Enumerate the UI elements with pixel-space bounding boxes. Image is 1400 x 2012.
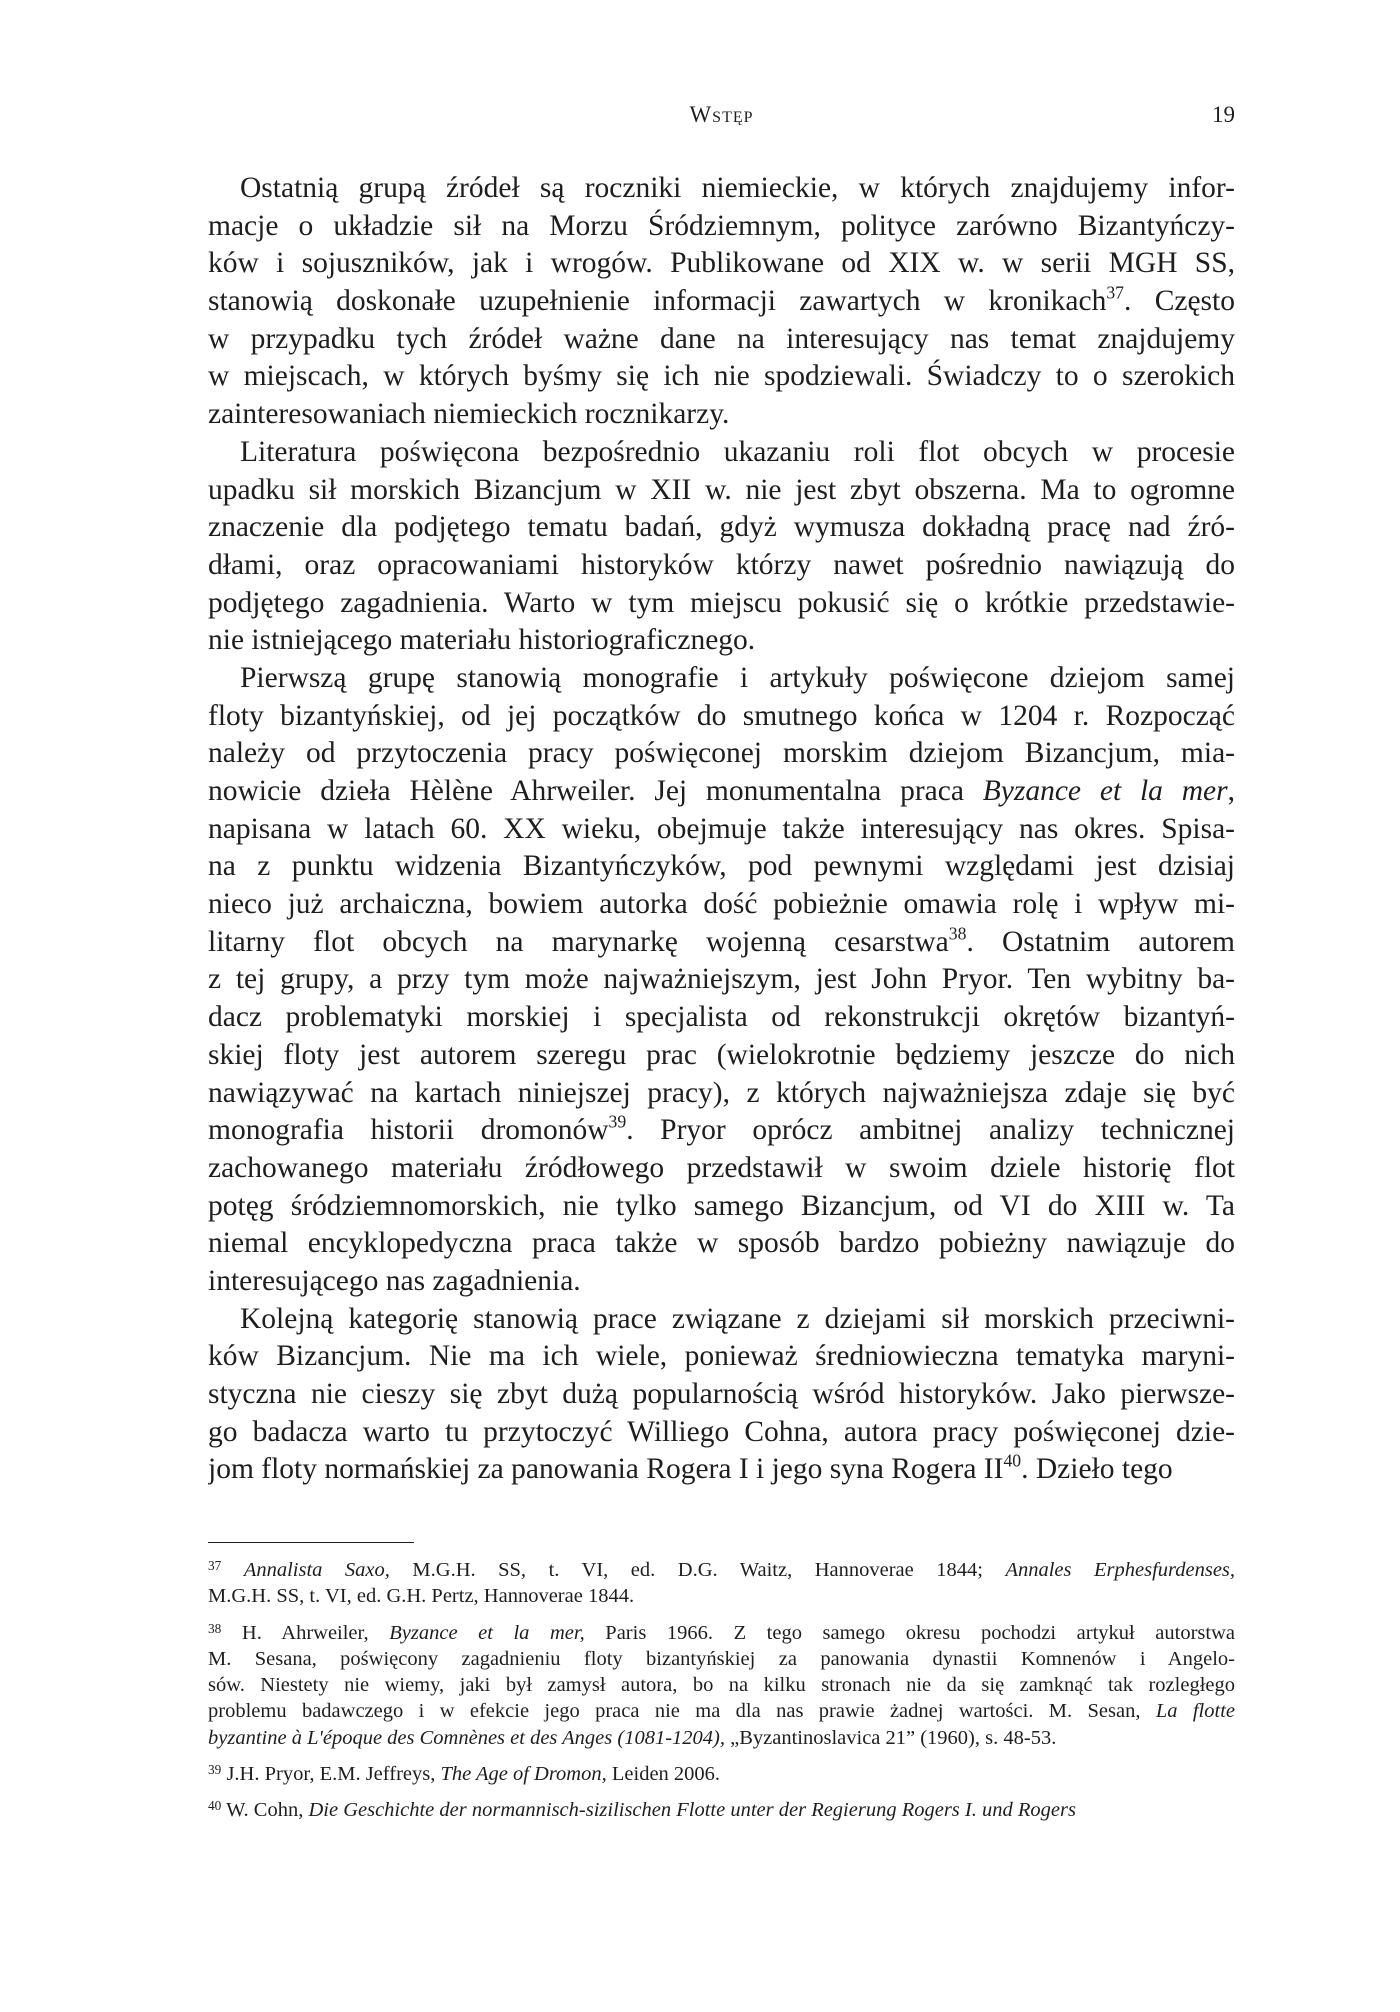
text-line: ków i sojuszników, jak i wrogów. Publikowane od XIX w. w serii MGH SS,: [208, 247, 1235, 280]
main-text: [208, 170, 1235, 1489]
italic-title: Annalista Saxo,: [243, 1559, 390, 1581]
text-line: dacz problematyki morskiej i specjalista od rekonstrukcji okrętów bizantyń-: [208, 1001, 1235, 1034]
footnote-separator: [208, 1542, 414, 1543]
footnote-line: $^{40}$ W. Cohn, Die Geschichte der normannisch-sizilischen Flotte unter der Regierung Rogers I. und Rogers: [208, 1798, 1076, 1822]
text-line: nie istniejącego materiału historiograficznego.: [208, 624, 756, 657]
paragraph: [208, 1301, 1235, 1489]
text-line: monografia historii dromonów$^{39}$. Pryor oprócz ambitnej analizy technicznej: [208, 1112, 1235, 1147]
text-line: należy od przytoczenia pracy poświęconej morskim dziejom Bizancjum, mia-: [208, 737, 1235, 770]
paragraph: [208, 660, 1235, 1301]
footnote-line: M. Sesana, poświęcony zagadnieniu floty bizantyńskiej za panowania dynastii Komnenów i Angelo-: [208, 1647, 1235, 1670]
text-line: zainteresowaniach niemieckich rocznikarzy.: [208, 398, 730, 431]
text-line: nawiązywać na kartach niniejszej pracy), z których najważniejsza zdaje się być: [208, 1076, 1235, 1109]
footnote-line: byzantine à L'époque des Comnènes et des Anges (1081-1204), „Byzantinoslavica 21” (1960), s. 48-53.: [208, 1726, 1057, 1749]
paragraph: [208, 170, 1235, 434]
footnote-line: $^{39}$ J.H. Pryor, E.M. Jeffreys, The Age of Dromon, Leiden 2006.: [208, 1762, 721, 1786]
footnote: [208, 1761, 1235, 1787]
text-line: w miejscach, w których byśmy się ich nie spodziewali. Świadczy to o szerokich: [208, 360, 1235, 393]
text-line: zachowanego materiału źródłowego przedstawił w swoim dziele historię flot: [208, 1151, 1235, 1184]
footnote-reference: 39: [608, 1112, 627, 1132]
footnote-reference: 37: [1106, 283, 1125, 303]
text-line: z tej grupy, a przy tym może najważniejszym, jest John Pryor. Ten wybitny ba-: [208, 963, 1235, 996]
italic-title: byzantine à L'époque des Comnènes et des Anges (1081-1204),: [208, 1726, 725, 1749]
footnote: [208, 1620, 1235, 1751]
text-line: znaczenie dla podjętego tematu badań, gdyż wymusza dokładną pracę nad źró-: [208, 511, 1235, 544]
footnote-line: $^{38}$ H. Ahrweiler, Byzance et la mer, Paris 1966. Z tego samego okresu pochodzi artykuł autorstwa: [208, 1620, 1235, 1644]
text-line: podjętego zagadnienia. Warto w tym miejscu pokusić się o krótkie przedstawie-: [208, 586, 1235, 619]
text-line: dłami, oraz opracowaniami historyków którzy nawet pośrednio nawiązują do: [208, 548, 1235, 581]
text-line: nieco już archaiczna, bowiem autorka dość pobieżnie omawia rolę i wpływ mi-: [208, 888, 1235, 921]
text-line: jom floty normańskiej za panowania Rogera I i jego syna Rogera II$^{40}$. Dzieło tego: [208, 1451, 1173, 1486]
text-line: skiej floty jest autorem szeregu prac (wielokrotnie będziemy jeszcze do nich: [208, 1038, 1235, 1071]
text-line: na z punktu widzenia Bizantyńczyków, pod pewnymi względami jest dzisiaj: [208, 850, 1235, 883]
italic-title: Die Geschichte der normannisch-sizilischen Flotte unter der Regierung Rogers I. und Rogers: [308, 1799, 1076, 1822]
footnote-number: 39: [208, 1762, 222, 1778]
text-line: go badacza warto tu przytoczyć Williego Cohna, autora pracy poświęconej dzie-: [208, 1415, 1235, 1448]
text-line: potęg śródziemnomorskich, nie tylko samego Bizancjum, od VI do XIII w. Ta: [208, 1189, 1235, 1222]
footnote-number: 37: [208, 1558, 222, 1574]
text-line: Ostatnią grupą źródeł są roczniki niemieckie, w których znajdujemy infor-: [240, 172, 1235, 204]
footnote: [208, 1797, 1235, 1823]
text-line: nowicie dzieła Hèlène Ahrweiler. Jej monumentalna praca Byzance et la mer,: [208, 775, 1235, 807]
footnote-reference: 38: [948, 923, 967, 944]
text-line: niemal encyklopedyczna praca także w sposób bardzo pobieżny nawiązuje do: [208, 1227, 1235, 1260]
text-line: upadku sił morskich Bizancjum w XII w. nie jest zbyt obszerna. Ma to ogromne: [208, 473, 1235, 506]
text-line: macje o układzie sił na Morzu Śródziemnym, polityce zarówno Bizantyńczy-: [208, 209, 1235, 242]
text-line: Pierwszą grupę stanowią monografie i artykuły poświęcone dziejom samej: [240, 661, 1235, 694]
footnote-number: 38: [208, 1620, 222, 1636]
italic-title: The Age of Dromon,: [440, 1763, 607, 1786]
italic-title: Annales Erphesfurdenses,: [1005, 1559, 1235, 1581]
text-line: styczna nie cieszy się zbyt dużą popularnością wśród historyków. Jako pierwsze-: [208, 1378, 1235, 1410]
page-number: 19: [1212, 102, 1235, 127]
footnote: [208, 1557, 1235, 1610]
text-line: ków Bizancjum. Nie ma ich wiele, ponieważ średniowieczna tematyka maryni-: [208, 1340, 1235, 1373]
footnote-reference: 40: [1003, 1451, 1022, 1471]
italic-title: La flotte: [1155, 1700, 1235, 1723]
paragraph: [208, 434, 1235, 660]
footnotes: [208, 1557, 1235, 1834]
footnote-line: sów. Niestety nie wiemy, jaki był zamysł autora, bo na kilku stronach nie da się zamknąć tak rozległego: [208, 1674, 1235, 1697]
footnote-line: problemu badawczego i w efekcie jego praca nie ma dla nas prawie żadnej wartości. M. Sesan, La flotte: [208, 1700, 1235, 1723]
text-line: floty bizantyńskiej, od jej początków do smutnego końca w 1204 r. Rozpocząć: [208, 699, 1235, 732]
text-line: w przypadku tych źródeł ważne dane na interesujący nas temat znajdujemy: [208, 322, 1235, 355]
italic-title: Byzance et la mer: [982, 775, 1228, 807]
footnote-line: $^{37}$ Annalista Saxo, M.G.H. SS, t. VI, ed. D.G. Waitz, Hannoverae 1844; Annales Erphesfurdenses,: [208, 1558, 1235, 1581]
text-line: stanowią doskonałe uzupełnienie informacji zawartych w kronikach$^{37}$. Często: [208, 283, 1235, 318]
text-line: interesującego nas zagadnienia.: [208, 1264, 581, 1297]
text-line: napisana w latach 60. XX wieku, obejmuje także interesujący nas okres. Spisa-: [208, 812, 1235, 845]
footnote-line: M.G.H. SS, t. VI, ed. G.H. Pertz, Hannoverae 1844.: [208, 1585, 635, 1608]
italic-title: Byzance et la mer,: [389, 1621, 585, 1644]
running-head-title: Wstęp: [689, 102, 754, 127]
running-head: [208, 102, 1235, 132]
text-line: Kolejną kategorię stanowią prace związane z dziejami sił morskich przeciwni-: [240, 1302, 1235, 1335]
footnote-number: 40: [208, 1798, 222, 1814]
text-line: litarny flot obcych na marynarkę wojenną cesarstwa$^{38}$. Ostatnim autorem: [208, 923, 1235, 958]
text-line: Literatura poświęcona bezpośrednio ukazaniu roli flot obcych w procesie: [240, 435, 1235, 468]
